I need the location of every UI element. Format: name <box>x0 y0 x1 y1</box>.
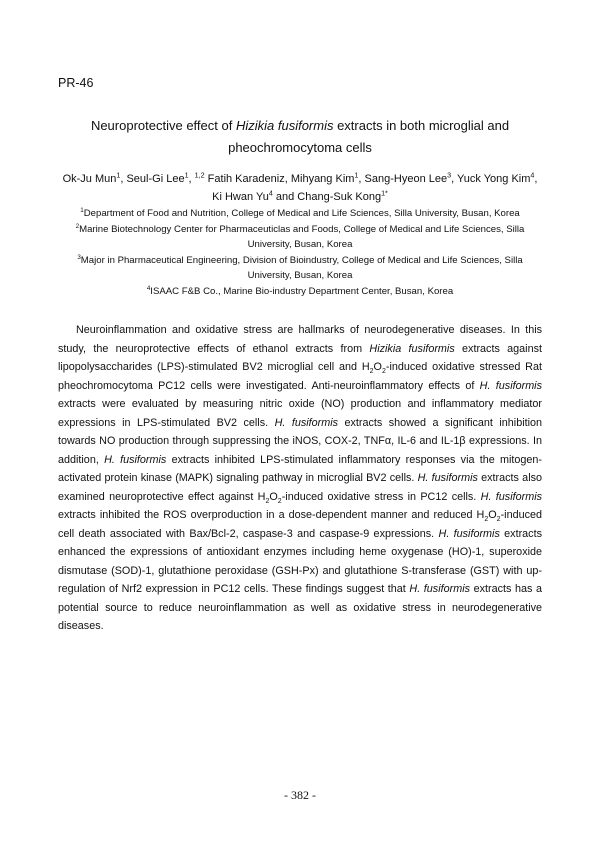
author-name: Seul-Gi Lee <box>126 173 185 185</box>
affiliation-mark: 4 <box>146 284 151 292</box>
affiliation-mark: 3 <box>77 253 81 261</box>
page-number: - 382 - <box>284 788 316 802</box>
subscript: 2 <box>369 368 374 376</box>
abstract-text: extracts inhibited the ROS overproduction in a dose-dependent manner and reduced H <box>58 509 485 521</box>
affiliation <box>70 206 530 222</box>
abstract-text: O <box>373 361 382 373</box>
abstract-text: extracts were evaluated by measuring nitric oxide (NO) production and inflammatory mediator expressions in LPS-stimulated BV2 cells. <box>58 398 542 429</box>
author-name: Ok-Ju Mun <box>62 173 117 185</box>
author-affil-mark: 3 <box>447 171 452 180</box>
affiliation-mark: 1 <box>80 206 84 214</box>
species-name: H. fusiformis <box>417 472 478 484</box>
species-name: H. fusiformis <box>274 416 339 429</box>
author-separator: and <box>272 191 298 203</box>
abstract-text: extracts against lipopolysaccharides (LPS)-stimulated BV2 microglial cell and H <box>58 342 542 373</box>
abstract-text: extracts has a potential source to reduce neuroinflammation as well as oxidative stress in neurodegenerative diseases. <box>58 583 542 632</box>
abstract-text: extracts also examined neuroprotective effect against H <box>58 472 542 503</box>
author-name: Fatih Karadeniz <box>207 173 285 185</box>
affiliation-text: Marine Biotechnology Center for Pharmaceuticlas and Foods, College of Medical and Life Sciences, Silla University, Busan, Korea <box>79 223 525 250</box>
author-name: Sang-Hyeon Lee <box>364 173 448 185</box>
title-species: Hizikia fusiformis <box>235 118 334 133</box>
author-separator: , <box>358 173 365 185</box>
abstract-text: -induced oxidative stress in PC12 cells. <box>281 490 481 503</box>
abstract-text: -induced cell death associated with Bax/Bcl-2, caspase-3 and caspase-9 expressions. <box>58 509 542 540</box>
subscript: 2 <box>265 497 270 505</box>
abstract-code: PR-46 <box>58 76 94 90</box>
subscript: 2 <box>496 516 501 524</box>
author-affil-mark: 1 <box>184 171 189 180</box>
author-separator: , <box>188 173 195 185</box>
author-name: Yuck Yong Kim <box>457 173 531 185</box>
species-name: H. fusiformis <box>409 583 470 595</box>
abstract-text: extracts showed a significant inhibition towards NO production through suppressing the iNOS, COX-2, TNFα, IL-6 and IL-1β expressions. In addition, <box>58 416 543 466</box>
affiliation <box>70 284 530 300</box>
author-affil-mark: 4 <box>268 189 273 198</box>
author-affil-mark: 1* <box>381 189 388 198</box>
title-part-1: Neuroprotective effect of <box>90 118 236 133</box>
author-name: Mihyang Kim <box>290 173 355 185</box>
author-separator: , <box>451 173 457 185</box>
affiliation-list <box>70 206 530 299</box>
paper-title <box>70 115 530 159</box>
abstract-body <box>58 321 542 636</box>
author-affil-mark: 1 <box>116 171 121 180</box>
author-affil-mark: 1 <box>354 171 359 180</box>
author-separator: , <box>120 173 127 185</box>
species-name: H. fusiformis <box>104 453 167 466</box>
affiliation-text: Major in Pharmaceutical Engineering, Division of Bioindustry, College of Medical and Life Sciences, Silla University, Busan, Korea <box>80 254 523 281</box>
affiliation-text: Department of Food and Nutrition, College of Medical and Life Sciences, Silla University, Busan, Korea <box>83 208 520 219</box>
affiliation <box>70 253 530 284</box>
abstract-text: O <box>269 490 278 503</box>
species-name: H. fusiformis <box>438 527 500 540</box>
author-affil-mark: 4 <box>530 171 535 180</box>
author-separator: , <box>534 173 538 185</box>
species-name: Hizikia fusiformis <box>369 342 455 355</box>
author-affil-mark: 1,2 <box>194 171 205 180</box>
affiliation <box>70 222 530 253</box>
abstract-text: Neuroinflammation and oxidative stress are hallmarks of neurodegenerative diseases. In this study, the neuroprotective effects of ethanol extracts from <box>58 324 542 355</box>
title-part-2: extracts in both microglial and pheochromocytoma cells <box>228 118 510 155</box>
abstract-text: -induced oxidative stressed Rat pheochromocytoma PC12 cells were investigated. Anti-neuroinflammatory effects of <box>58 361 542 392</box>
author-name: Chang-Suk Kong <box>297 191 382 203</box>
author-list <box>58 170 542 206</box>
abstract-text: extracts inhibited LPS-stimulated inflammatory responses via the mitogen-activated protein kinase (MAPK) signaling pathway in microglial BV2 cells. <box>58 453 542 484</box>
abstract-text: O <box>488 509 497 521</box>
author-name: Ki Hwan Yu <box>212 191 269 203</box>
author-separator: , <box>284 173 291 185</box>
affiliation-mark: 2 <box>75 222 80 230</box>
subscript: 2 <box>484 516 489 524</box>
subscript: 2 <box>277 497 282 505</box>
subscript: 2 <box>381 368 386 376</box>
species-name: H. fusiformis <box>480 490 542 503</box>
abstract-text: extracts enhanced the expressions of antioxidant enzymes including heme oxygenase (HO)-1, superoxide dismutase (SOD)-1, glutathione peroxidase (GSH-Px) and glutathione S-transferase (GST) with up-regulation of Nrf2 expression in PC12 cells. These findings suggest that <box>58 527 542 595</box>
species-name: H. fusiformis <box>479 379 542 392</box>
affiliation-text: ISAAC F&B Co., Marine Bio-industry Department Center, Busan, Korea <box>150 285 454 297</box>
